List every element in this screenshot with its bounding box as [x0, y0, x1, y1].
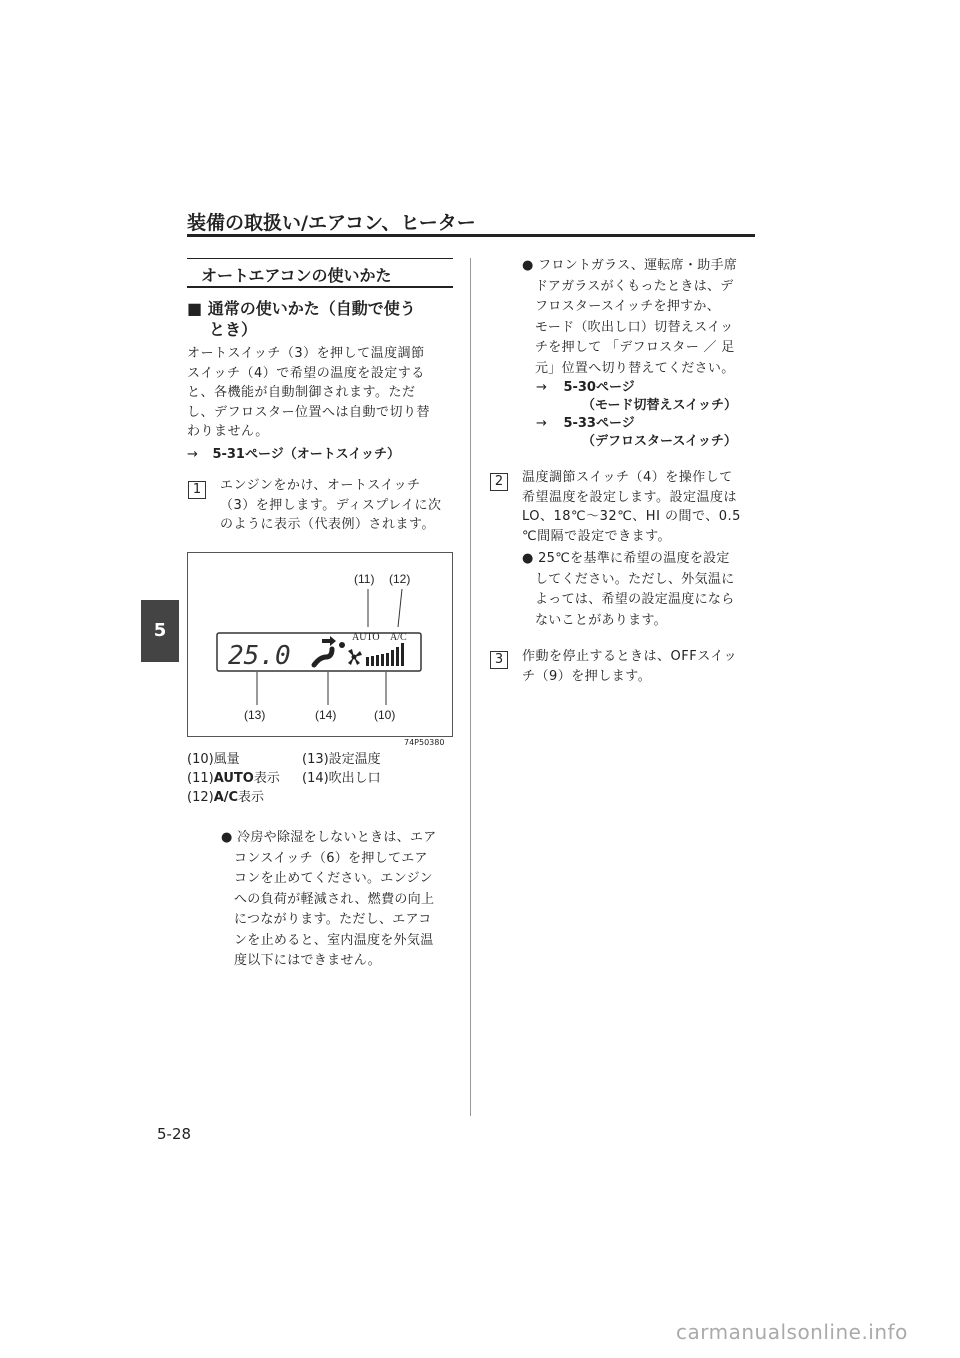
bullet-line: フロスタースイッチを押すか、	[535, 299, 721, 314]
reference-2-title: （デフロスタースイッチ）	[582, 434, 737, 449]
arrow-icon: →	[536, 416, 547, 431]
callout-13: (13)	[244, 708, 266, 722]
reference-1	[536, 376, 635, 395]
fan-level-bars	[366, 643, 404, 666]
callout-12: (12)	[389, 572, 411, 586]
reference-1-page: 5-30ページ	[563, 380, 635, 395]
legend-11	[187, 769, 280, 788]
page-number: 5-28	[157, 1125, 192, 1143]
step-1-line: エンジンをかけ、オートスイッチ	[220, 478, 421, 493]
temp-bullet	[522, 549, 758, 631]
dot-icon	[339, 642, 345, 648]
auto-indicator: AUTO	[352, 632, 380, 643]
legend-11-bold: AUTO	[213, 771, 254, 786]
legend-12-suffix: 表示	[238, 790, 265, 805]
bullet-line: ドアガラスがくもったときは、デ	[535, 278, 734, 294]
note-line: につながります。ただし、エアコ	[234, 912, 432, 927]
bullet-line: ないことがあります。	[535, 612, 667, 628]
legend-12-bold: A/C	[213, 790, 239, 805]
note-line: ● 冷房や除湿をしないときは、エア	[221, 830, 437, 845]
step-2-line: LO、18℃〜32℃、HI の間で、0.5	[522, 509, 741, 525]
step-3-text	[522, 647, 760, 686]
figure-code: 74P50380	[404, 738, 445, 747]
intro-paragraph	[187, 344, 462, 442]
subheading	[187, 298, 457, 340]
watermark: carmanualsonline.info	[676, 1320, 908, 1344]
vent-outlet-icon	[314, 649, 332, 665]
bullet-line: ● 25℃を基準に希望の温度を設定	[522, 551, 730, 566]
intro-line: オートスイッチ（3）を押して温度調節	[187, 346, 425, 361]
ac-off-note	[221, 828, 459, 972]
legend-14: (14)吹出し口	[302, 771, 381, 786]
step-2-badge: 2	[490, 473, 508, 491]
column-divider	[470, 258, 471, 1116]
callout-14: (14)	[315, 708, 337, 722]
reference-2	[536, 412, 635, 431]
bullet-line: ● フロントガラス、運転席・助手席	[522, 258, 738, 273]
note-line: への負荷が軽減され、燃費の向上	[234, 891, 435, 907]
legend-12-num: (12)	[187, 790, 214, 805]
chapter-tab: 5	[141, 600, 179, 662]
page-header-title: 装備の取扱い/エアコン、ヒーター	[187, 212, 476, 234]
subheading-line-2: とき）	[209, 320, 258, 339]
arrow-icon: →	[187, 447, 198, 462]
callout-11: (11)	[354, 572, 375, 586]
bullet-line: してください。ただし、外気温に	[535, 571, 735, 587]
reference-1-title: （モード切替えスイッチ）	[582, 398, 737, 413]
reference-line	[187, 443, 400, 462]
intro-line: と、各機能が自動制御されます。ただ	[187, 385, 416, 401]
callout-10: (10)	[374, 708, 396, 722]
reference-2-page: 5-33ページ	[563, 416, 635, 431]
arrow-icon: →	[536, 380, 547, 395]
defroster-bullet	[522, 256, 758, 379]
note-line: コンスイッチ（6）を押してエア	[234, 850, 428, 866]
legend-10: (10)風量	[187, 752, 240, 767]
bullet-line: チを押して 「デフロスター ／ 足	[535, 340, 735, 355]
legend-13: (13)設定温度	[302, 752, 381, 767]
step-1-line: （3）を押します。ディスプレイに次	[220, 497, 442, 513]
legend-12	[187, 788, 264, 807]
intro-line: スイッチ（4）で希望の温度を設定する	[187, 365, 425, 381]
direction-arrow-icon	[322, 636, 336, 646]
reference-text: 5-31ページ（オートスイッチ）	[212, 447, 401, 462]
step-3-badge: 3	[490, 651, 508, 669]
step-2-line: 温度調節スイッチ（4）を操作して	[522, 470, 733, 485]
temp-digits: 25.0	[228, 641, 291, 671]
step-3-line: チ（9）を押します。	[522, 668, 652, 684]
note-line: 度以下にはできません。	[234, 953, 382, 968]
intro-line: わりません。	[187, 424, 269, 440]
bullet-line: モード（吹出し口）切替えスイッ	[535, 319, 734, 335]
intro-line: し、デフロスター位置へは自動で切り替	[187, 404, 431, 420]
step-2-line: ℃間隔で設定できます。	[522, 528, 672, 544]
display-figure	[187, 552, 453, 737]
step-2-line: 希望温度を設定します。設定温度は	[522, 489, 737, 505]
legend-11-num: (11)	[187, 771, 214, 786]
legend-11-suffix: 表示	[253, 771, 280, 786]
bullet-line: よっては、希望の設定温度になら	[535, 592, 735, 607]
bullet-line: 元」位置へ切り替えてください。	[535, 360, 735, 376]
section-title: オートエアコンの使いかた	[187, 258, 453, 288]
note-line: コンを止めてください。エンジン	[234, 871, 433, 886]
step-1-badge: 1	[188, 481, 206, 499]
ac-indicator: A/C	[390, 632, 407, 643]
subheading-line-1: ■ 通常の使いかた（自動で使う	[187, 299, 416, 318]
step-2-text	[522, 468, 760, 546]
fan-icon	[348, 649, 362, 665]
leader-line-12	[398, 589, 402, 627]
display-illustration	[188, 553, 452, 736]
note-line: ンを止めると、室内温度を外気温	[234, 932, 434, 948]
step-1-line: のように表示（代表例）されます。	[220, 517, 435, 533]
header-rule	[187, 234, 755, 237]
step-1-text	[220, 476, 460, 535]
step-3-line: 作動を停止するときは、OFFスイッ	[522, 649, 738, 664]
